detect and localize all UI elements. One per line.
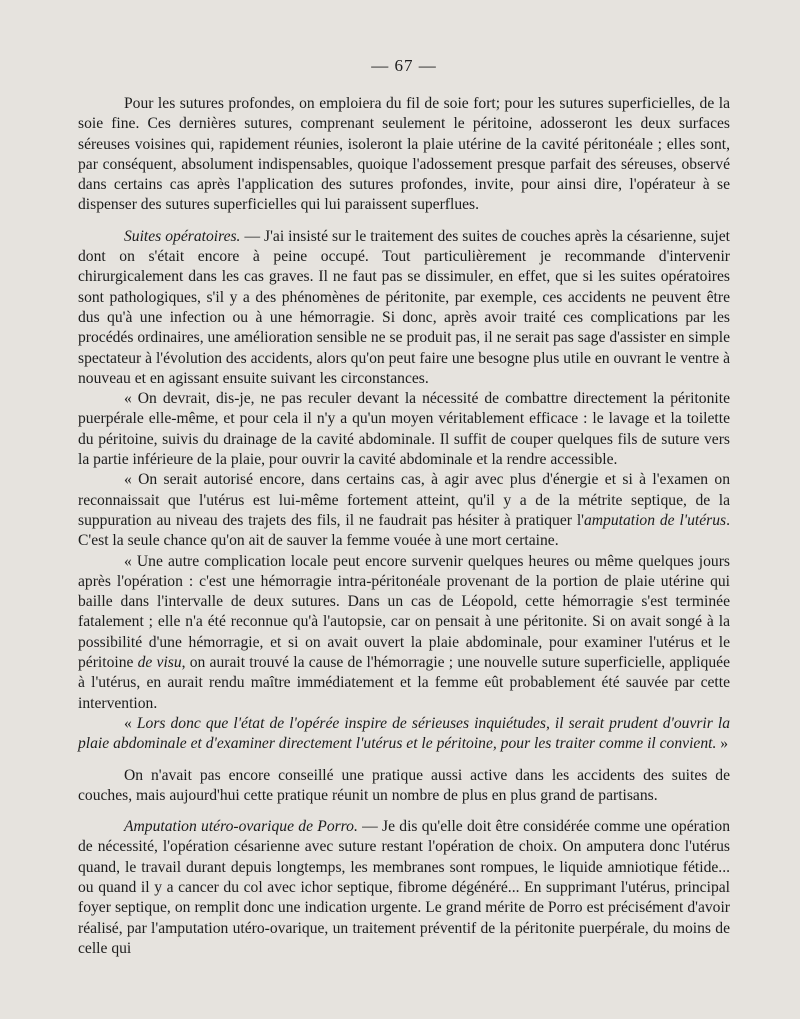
paragraph <box>78 766 730 807</box>
text-run: — Je dis qu'elle doit être considérée comme une opération de nécessité, l'opération césarienne avec suture restant l'opération de choix. On amputera donc l'utérus quand, le travail durant depuis longtemps, les membranes sont rompues, le liquide amniotique fétide... ou quand il y a cancer du col avec ichor septique, fibrome dégénéré... En supprimant l'utérus, principal foyer septique, on remplit donc une indication urgente. Le grand mérite de Porro est précisément d'avoir réalisé, par l'amputation utéro-ovarique, un traitement préventif de la péritonite puerpérale, du moins de celle qui <box>78 818 730 957</box>
document-body <box>78 94 730 959</box>
italic-text: Lors donc que l'état de l'opérée inspire de sérieuses inquiétudes, il serait prudent d'ouvrir la plaie abdominale et d'examiner directement l'utérus et le péritoine, pour les traiter comme il convient. <box>78 714 730 753</box>
paragraph <box>78 470 730 551</box>
text-run: « Une autre complication locale peut encore survenir quelques heures ou même quelques jours après l'opération : c'est une hémorragie intra-péritonéale provenant de la portion de plaie utérine qui baille dans l'intervalle de deux sutures. Dans un cas de Léopold, cette hémorragie s'est terminée fatalement ; elle n'a été reconnue qu'à l'autopsie, car on pensait à une péritonite. Si on avait songé à la possibilité d'une hémorragie, et si on avait ouvert la plaie abdominale, pour examiner l'utérus et le péritoine <box>78 552 730 672</box>
text-run: « On devrait, dis-je, ne pas reculer devant la nécessité de combattre directement la péritonite puerpérale elle-même, et pour cela il n'y a qu'un moyen véritablement efficace : le lavage et la toilette du péritoine, suivis du drainage de la cavité abdominale. Il suffit de couper quelques fils de suture vers la partie inférieure de la plaie, pour ouvrir la cavité abdominale et la rendre accessible. <box>78 390 730 469</box>
text-run: . C'est la seule chance qu'on ait de sauver la femme vouée à une mort certaine. <box>78 511 730 550</box>
italic-text: Suites opératoires. <box>124 227 241 245</box>
italic-text: Amputation utéro-ovarique de Porro. <box>124 818 358 836</box>
page-number: — 67 — <box>371 56 437 75</box>
paragraph <box>78 817 730 959</box>
text-run: — J'ai insisté sur le traitement des suites de couches après la césarienne, sujet dont on s'était encore à peine occupé. Tout particulièrement je recommande d'intervenir chirurgicalement dans les cas graves. Il ne faut pas se dissimuler, en effet, que si les suites opératoires sont pathologiques, s'il y a des phénomènes de péritonite, par exemple, ces accidents ne peuvent être dus qu'à une infection ou à une hémorragie. Si donc, après avoir traité ces complications par les procédés ordinaires, une amélioration sensible ne se produit pas, il ne serait pas sage d'assister en simple spectateur à l'évolution des accidents, alors qu'on peut faire une besogne plus utile en ouvrant le ventre à nouveau et en agissant ensuite suivant les circonstances. <box>78 227 730 387</box>
paragraph <box>78 389 730 470</box>
text-run: Pour les sutures profondes, on emploiera du fil de soie fort; pour les sutures superficielles, de la soie fine. Ces dernières sutures, comprenant seulement le péritoine, adosseront les deux surfaces séreuses voisines qui, rapidement réunies, isoleront la plaie utérine de la cavité péritonéale ; elles sont, par conséquent, absolument indispensables, quoique l'adossement presque parfait des séreuses, observé dans certains cas après l'application des sutures profondes, invite, pour ainsi dire, l'opérateur à se dispenser des sutures superficielles qui lui paraissent superflues. <box>78 95 730 214</box>
italic-text: de visu <box>137 654 182 672</box>
text-run: , on aurait trouvé la cause de l'hémorragie ; une nouvelle suture superficielle, appliquée à l'utérus, en aurait rendu maître immédiatement et la femme eût probablement été sauvée par cette intervention. <box>78 654 730 712</box>
text-run: « <box>124 714 137 732</box>
text-run: On n'avait pas encore conseillé une pratique aussi active dans les accidents des suites de couches, mais aujourd'hui cette pratique réunit un nombre de plus en plus grand de partisans. <box>78 766 730 804</box>
paragraph <box>78 227 730 389</box>
text-run: » <box>716 735 729 753</box>
paragraph <box>78 552 730 714</box>
paragraph <box>78 94 730 216</box>
paragraph <box>78 714 730 755</box>
text-run: « On serait autorisé encore, dans certains cas, à agir avec plus d'énergie et si à l'examen on reconnaissait que l'utérus est lui-même fortement atteint, qu'il y a de la métrite septique, de la suppuration au niveau des trajets des fils, il ne faudrait pas hésiter à pratiquer l' <box>78 471 730 529</box>
italic-text: amputation de l'utérus <box>583 511 727 529</box>
